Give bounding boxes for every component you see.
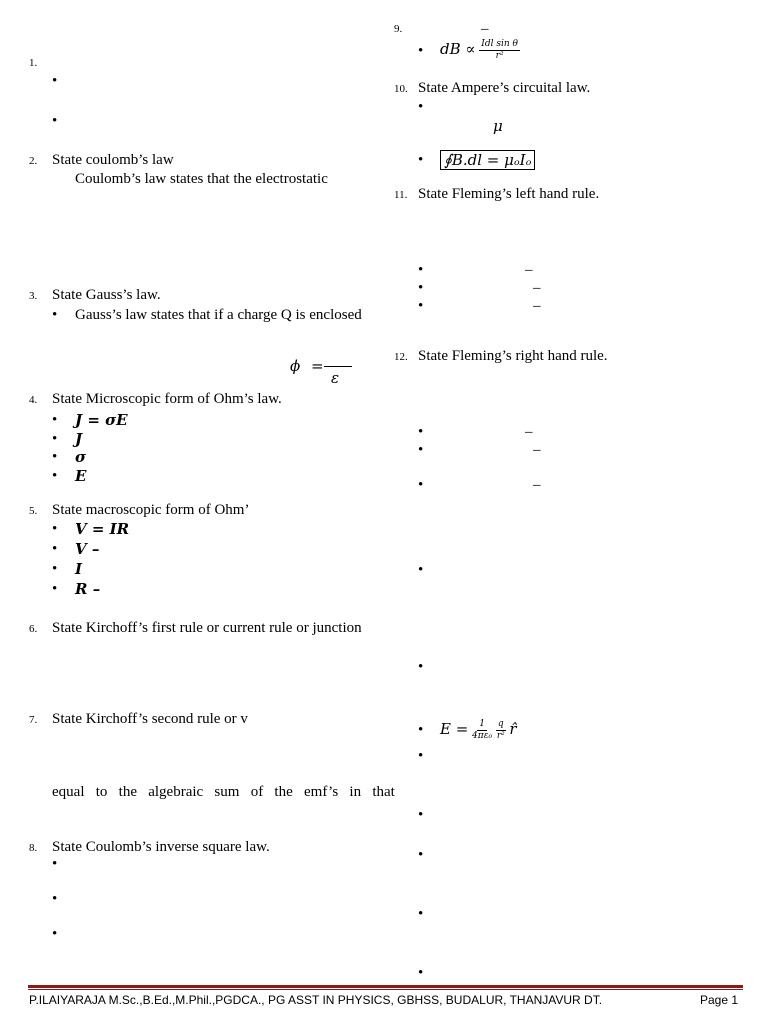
- dash: –: [525, 262, 533, 278]
- item-number: 9.: [394, 23, 403, 35]
- bullet: •: [52, 541, 58, 557]
- symbol-j: J: [75, 430, 83, 448]
- symbol-sigma: σ: [75, 448, 87, 466]
- dash: –: [533, 442, 541, 458]
- bullet: •: [52, 468, 58, 484]
- biot-savart-equation: [440, 36, 520, 63]
- bullet: •: [418, 298, 424, 314]
- dash: –: [533, 477, 541, 493]
- symbol-i: I: [75, 560, 83, 578]
- page-number: Page 1: [700, 993, 739, 1007]
- fraction-numerator: 1: [479, 719, 485, 730]
- bullet: •: [418, 43, 424, 59]
- bullet: •: [418, 722, 424, 738]
- bullet: •: [52, 113, 58, 129]
- item-number: 2.: [29, 155, 38, 167]
- item-number: 4.: [29, 394, 38, 406]
- bullet: •: [418, 280, 424, 296]
- bullet: •: [418, 847, 424, 863]
- coulomb-lhs: E =: [440, 720, 469, 738]
- item-number: 11.: [394, 189, 408, 201]
- ampere-law-equation: ∮B.dl = μₒIₒ: [440, 150, 535, 170]
- question-heading: State Kirchoff’s second rule or v: [52, 711, 248, 727]
- fraction-bar: [324, 366, 352, 367]
- item-number: 6.: [29, 623, 38, 635]
- question-heading: State coulomb’s law: [52, 152, 174, 168]
- fraction-denominator: r²: [495, 51, 504, 62]
- biot-savart-fraction: [479, 39, 520, 62]
- ohm-micro-equation: J = σE: [75, 411, 128, 429]
- dash: –: [533, 298, 541, 314]
- bullet: •: [418, 442, 424, 458]
- question-heading: State Gauss’s law.: [52, 287, 161, 303]
- fraction-numerator: q: [497, 719, 504, 730]
- fraction-denominator: r²: [496, 731, 505, 742]
- footer-rule-thin: [28, 989, 743, 990]
- coulomb-vector-equation: [440, 714, 517, 745]
- bullet: •: [418, 965, 424, 981]
- fraction-denominator: 4πε₀: [472, 731, 493, 742]
- ohm-macro-equation: V = IR: [75, 520, 130, 538]
- item-number: 5.: [29, 505, 38, 517]
- gauss-equation-sign: =: [311, 357, 324, 375]
- bullet: •: [418, 99, 424, 115]
- bullet: •: [52, 581, 58, 597]
- bullet: •: [418, 807, 424, 823]
- question-heading: State Fleming’s right hand rule.: [418, 348, 608, 364]
- bullet: •: [52, 73, 58, 89]
- coulomb-constant-fraction: [472, 719, 492, 742]
- bullet: •: [418, 477, 424, 493]
- answer-text: equal to the algebraic sum of the emf’s in that: [52, 784, 395, 800]
- footer-rule: [28, 985, 743, 988]
- bullet: •: [418, 659, 424, 675]
- question-heading: State macroscopic form of Ohm’: [52, 502, 250, 518]
- symbol-mu: μ: [493, 117, 503, 135]
- unit-vector: r̂: [509, 720, 517, 738]
- footer-author: P.ILAIYARAJA M.Sc.,B.Ed.,M.Phil.,PGDCA., PG ASST IN PHYSICS, GBHSS, BUDALUR, THANJAVUR DT.: [29, 993, 603, 1007]
- symbol-v: V –: [75, 540, 100, 558]
- gauss-equation-lhs: ϕ: [290, 357, 301, 375]
- item-number: 8.: [29, 842, 38, 854]
- question-heading: State Fleming’s left hand rule.: [418, 186, 600, 202]
- bullet: •: [52, 431, 58, 447]
- coulomb-charge-fraction: [496, 719, 506, 742]
- answer-text: Coulomb’s law states that the electrostatic: [75, 171, 328, 187]
- bullet: •: [52, 926, 58, 942]
- bullet: •: [418, 748, 424, 764]
- item-number: 12.: [394, 351, 408, 363]
- question-heading: State Kirchoff’s first rule or current rule or junction: [52, 620, 362, 636]
- bullet: •: [52, 412, 58, 428]
- symbol-e: E: [75, 467, 87, 485]
- item-number: 1.: [29, 57, 38, 69]
- biot-savart-lhs: dB ∝: [440, 40, 476, 58]
- answer-text: Gauss’s law states that if a charge Q is enclosed: [75, 307, 362, 323]
- gauss-equation-denominator: ε: [331, 369, 340, 387]
- bullet: •: [52, 449, 58, 465]
- item-number: 3.: [29, 290, 38, 302]
- question-heading: State Microscopic form of Ohm’s law.: [52, 391, 282, 407]
- dash: –: [533, 280, 541, 296]
- bullet: •: [52, 561, 58, 577]
- bullet: •: [52, 521, 58, 537]
- bullet: •: [418, 262, 424, 278]
- symbol-r: R –: [75, 580, 101, 598]
- bullet: •: [52, 891, 58, 907]
- item-number: 7.: [29, 714, 38, 726]
- item-number: 10.: [394, 83, 408, 95]
- question-heading: State Ampere’s circuital law.: [418, 80, 591, 96]
- bullet: •: [418, 152, 424, 168]
- bullet: •: [418, 562, 424, 578]
- bullet: •: [418, 424, 424, 440]
- bullet: •: [52, 307, 58, 323]
- dash: –: [481, 21, 489, 37]
- fraction-numerator: Idl sin θ: [481, 39, 518, 50]
- bullet: •: [52, 856, 58, 872]
- question-heading: State Coulomb’s inverse square law.: [52, 839, 270, 855]
- bullet: •: [418, 906, 424, 922]
- dash: –: [525, 424, 533, 440]
